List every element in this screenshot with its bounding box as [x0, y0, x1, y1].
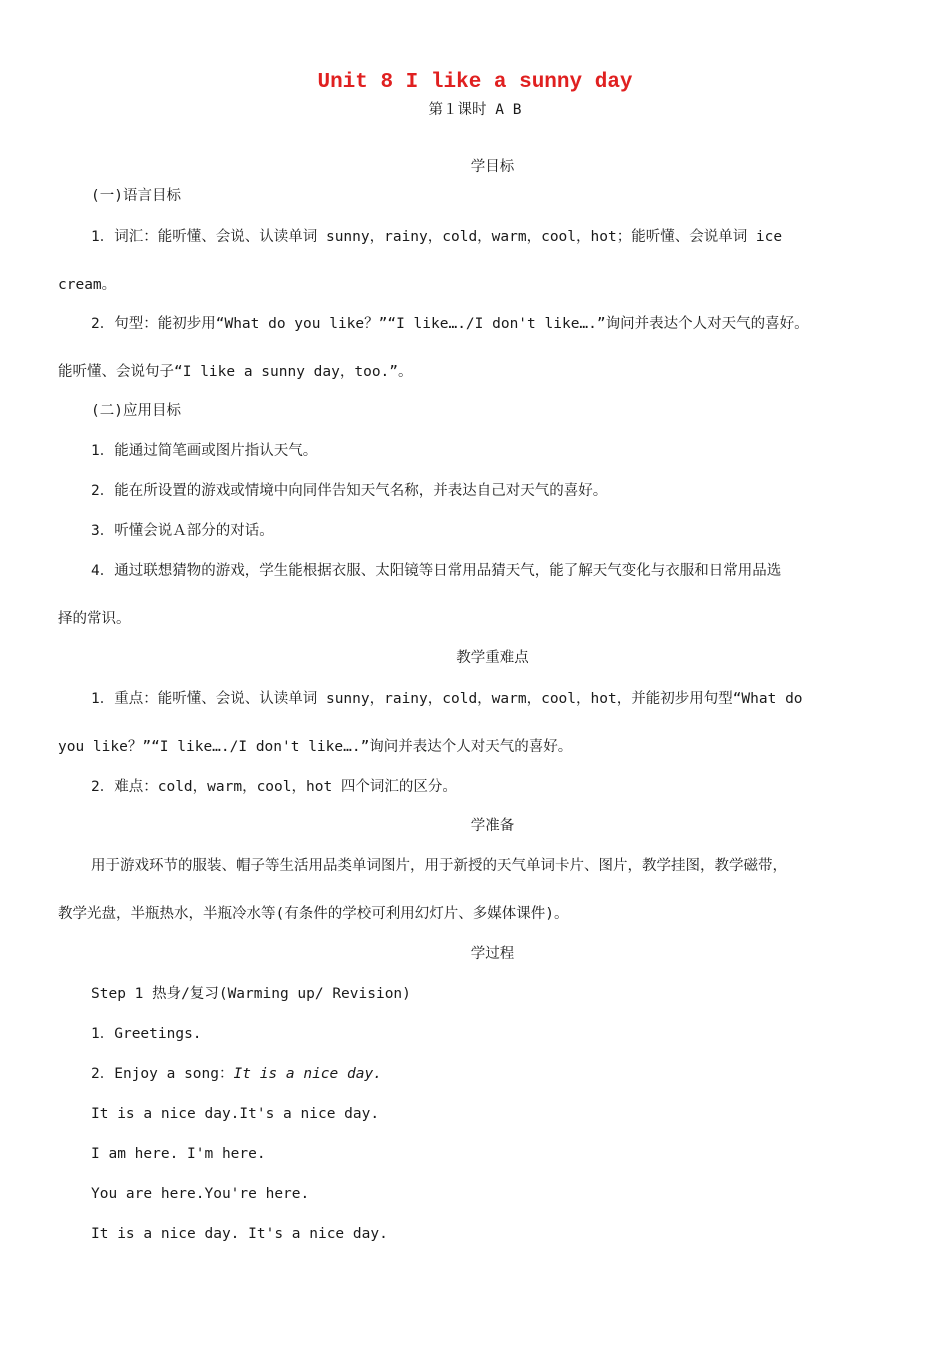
objective-language-2-cont: 能听懂、会说句子“I like a sunny day，too.”。 — [58, 364, 413, 380]
section-heading-objectives: 学目标 — [470, 159, 515, 175]
section-heading-process: 学过程 — [470, 946, 515, 962]
objective-language-1: 1．词汇：能听懂、会说、认读单词 sunny，rainy，cold，warm，cool，hot；能听懂、会说单词 ice — [91, 229, 783, 245]
objective-application-4: 4．通过联想猜物的游戏，学生能根据衣服、太阳镜等日常用品猜天气，能了解天气变化与衣服和日常用品选 — [91, 563, 782, 579]
objective-application-3: 3．听懂会说Ａ部分的对话。 — [91, 523, 274, 539]
lesson-subtitle: 第１课时 A B — [428, 102, 522, 118]
song-lyric-3: You are here.You're here. — [91, 1186, 310, 1202]
keypoint-1-cont: you like？”“I like…./I don't like….”询问并表达个人对天气的喜好。 — [58, 739, 573, 755]
keypoint-2: 2．难点：cold，warm，cool，hot 四个词汇的区分。 — [91, 779, 457, 795]
objective-application-4-cont: 择的常识。 — [58, 611, 131, 627]
song-title: It is a nice day. — [233, 1066, 382, 1082]
document-title: Unit 8 I like a sunny day — [317, 71, 633, 94]
objective-application-1: 1．能通过简笔画或图片指认天气。 — [91, 443, 318, 459]
objective-language-heading: (一)语言目标 — [91, 188, 181, 204]
song-lyric-2: I am here. I'm here. — [91, 1146, 266, 1162]
section-heading-keypoints: 教学重难点 — [456, 650, 529, 666]
song-lyric-4: It is a nice day. It's a nice day. — [91, 1226, 388, 1242]
step-1-item-2-prefix: 2．Enjoy a song： — [91, 1066, 234, 1082]
section-heading-preparation: 学准备 — [470, 818, 515, 834]
step-1-item-2 — [91, 1064, 382, 1084]
song-lyric-1: It is a nice day.It's a nice day. — [91, 1106, 380, 1122]
preparation-line-2: 教学光盘，半瓶热水，半瓶冷水等(有条件的学校可利用幻灯片、多媒体课件)。 — [58, 906, 569, 922]
preparation-line-1: 用于游戏环节的服装、帽子等生活用品类单词图片，用于新授的天气单词卡片、图片，教学挂图，教学磁带， — [91, 858, 787, 874]
objective-application-2: 2．能在所设置的游戏或情境中向同伴告知天气名称，并表达自己对天气的喜好。 — [91, 483, 608, 499]
keypoint-1: 1．重点：能听懂、会说、认读单词 sunny，rainy，cold，warm，cool，hot，并能初步用句型“What do — [91, 691, 803, 707]
step-1-item-1: 1．Greetings. — [91, 1026, 202, 1042]
objective-application-heading: (二)应用目标 — [91, 403, 181, 419]
objective-language-2: 2．句型：能初步用“What do you like？”“I like…./I don't like….”询问并表达个人对天气的喜好。 — [91, 316, 809, 332]
objective-language-1-cont: cream。 — [58, 277, 117, 293]
step-1-heading: Step 1 热身/复习(Warming up/ Revision) — [91, 986, 411, 1002]
